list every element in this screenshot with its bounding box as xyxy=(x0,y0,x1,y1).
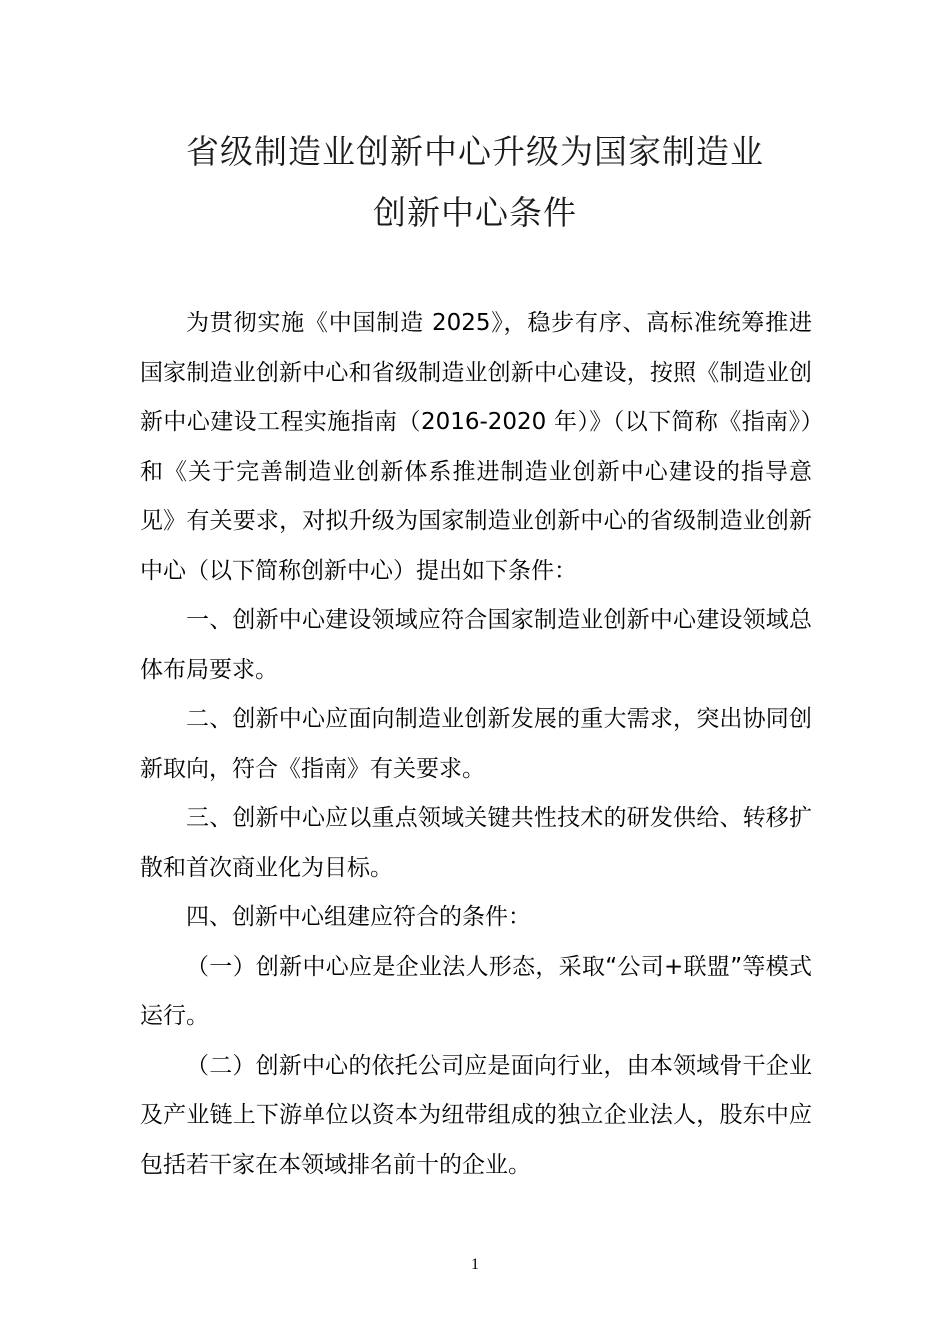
document-body xyxy=(140,299,812,1190)
document-title-line-2: 创新中心条件 xyxy=(373,193,577,232)
paragraph-intro: 为贯彻实施《中国制造 2025》，稳步有序、高标准统筹推进国家制造业创新中心和省级制造业创新中心建设，按照《制造业创新中心建设工程实施指南（2016-2020 年）》（以下简称《指南》）和《关于完善制造业创新体系推进制造业创新中心建设的指导意见》有关要求，对拟升级为国家制造业创新中心的省级制造业创新中心（以下简称创新中心）提出如下条件： xyxy=(140,310,812,584)
paragraph-item-4: 四、创新中心组建应符合的条件： xyxy=(186,904,531,930)
page-number: 1 xyxy=(471,1256,479,1273)
document-title-line-1: 省级制造业创新中心升级为国家制造业 xyxy=(186,132,764,171)
paragraph-item-1: 一、创新中心建设领域应符合国家制造业创新中心建设领域总体布局要求。 xyxy=(140,607,812,683)
paragraph-subitem-1: （一）创新中心应是企业法人形态，采取“公司+联盟”等模式运行。 xyxy=(140,953,812,1029)
paragraph-subitem-2: （二）创新中心的依托公司应是面向行业，由本领域骨干企业及产业链上下游单位以资本为纽带组成的独立企业法人，股东中应包括若干家在本领域排名前十的企业。 xyxy=(140,1052,812,1178)
paragraph-item-3: 三、创新中心应以重点领域关键共性技术的研发供给、转移扩散和首次商业化为目标。 xyxy=(140,805,812,881)
paragraph-item-2: 二、创新中心应面向制造业创新发展的重大需求，突出协同创新取向，符合《指南》有关要求。 xyxy=(140,706,812,782)
